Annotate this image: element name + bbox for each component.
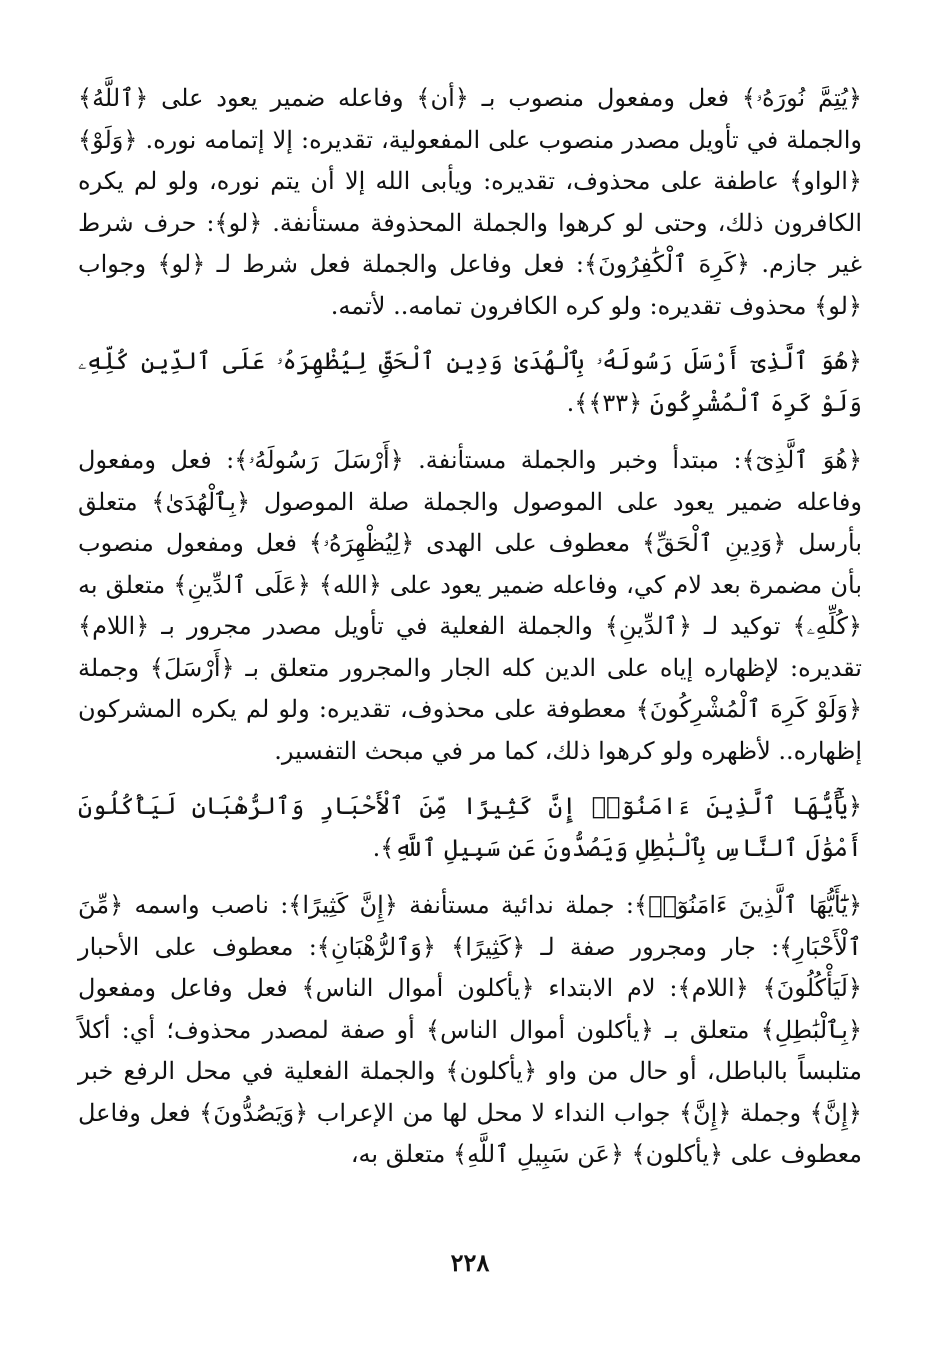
commentary-paragraph-3: ﴿يَٰٓأَيُّهَا ٱلَّذِينَ ءَامَنُوٓا۟﴾: جملة ندائية مستأنفة ﴿إِنَّ كَثِيرًا﴾: ناصب واسمه ﴿مِّنَ ٱلْأَحْبَارِ﴾: جار ومجرور صفة لـ ﴿كَثِيرًا﴾ ﴿وَٱلرُّهْبَانِ﴾: معطوف على الأحبار ﴿لَيَأْكُلُونَ﴾ ﴿اللام﴾: لام الابتداء ﴿يأكلون أموال الناس﴾ فعل وفاعل ومفعول ﴿بِٱلْبَٰطِلِ﴾ متعلق بـ ﴿يأكلون أموال الناس﴾ أو صفة لمصدر محذوف؛ أي: أكلاً متلبساً بالباطل، أو حال من واو ﴿يأكلون﴾ والجملة الفعلية في محل الرفع خبر ﴿إِنَّ﴾ وجملة ﴿إِنَّ﴾ جواب النداء لا محل لها من الإعراب ﴿وَيَصُدُّونَ﴾ فعل وفاعل معطوف على ﴿يأكلون﴾ ﴿عَن سَبِيلِ ٱللَّهِ﴾ متعلق به، xyxy=(78,891,862,1168)
commentary-paragraph-2: ﴿هُوَ ٱلَّذِىٓ﴾: مبتدأ وخبر والجملة مستأنفة. ﴿أَرْسَلَ رَسُولَهُۥ﴾: فعل ومفعول وفاعله ضمير يعود على الموصول والجملة صلة الموصول ﴿بِٱلْهُدَىٰ﴾ متعلق بأرسل ﴿وَدِينِ ٱلْحَقِّ﴾ معطوف على الهدى ﴿لِيُظْهِرَهُۥ﴾ فعل ومفعول منصوب بأن مضمرة بعد لام كي، وفاعله ضمير يعود على ﴿الله﴾ ﴿عَلَى ٱلدِّينِ﴾ متعلق به ﴿كُلِّهِۦ﴾ توكيد لـ ﴿ٱلدِّينِ﴾ والجملة الفعلية في تأويل مصدر مجرور بـ ﴿اللام﴾ تقديره: لإظهاره إياه على الدين كله الجار والمجرور متعلق بـ ﴿أَرْسَلَ﴾ وجملة ﴿وَلَوْ كَرِهَ ٱلْمُشْرِكُونَ﴾ معطوفة على محذوف، تقديره: ولو لم يكره المشركون إظهاره.. لأظهره ولو كرهوا ذلك، كما مر في مبحث التفسير. xyxy=(78,446,863,765)
commentary-paragraph-1: ﴿يُتِمَّ نُورَهُۥ﴾ فعل ومفعول منصوب بـ ﴿أن﴾ وفاعله ضمير يعود على ﴿ٱللَّهُ﴾ والجملة في تأويل مصدر منصوب على المفعولية، تقديره: إلا إتمامه نوره. ﴿وَلَوْ﴾ ﴿الواو﴾ عاطفة على محذوف، تقديره: ويأبى الله إلا أن يتم نوره، ولو لم يكره الكافرون ذلك، وحتى لو كرهوا والجملة المحذوفة مستأنفة. ﴿لو﴾: حرف شرط غير جازم. ﴿كَرِهَ ٱلْكَٰفِرُونَ﴾: فعل وفاعل والجملة فعل شرط لـ ﴿لو﴾ وجواب ﴿لو﴾ محذوف تقديره: ولو كره الكافرون تمامه.. لأتمه. xyxy=(78,84,862,320)
quran-verse-33: ﴿هُوَ ٱلَّذِىٓ أَرْسَلَ رَسُولَهُۥ بِٱلْهُدَىٰ وَدِينِ ٱلْحَقِّ لِيُظْهِرَهُۥ عَلَى ٱلدِّينِ كُلِّهِۦ وَلَوْ كَرِهَ ٱلْمُشْرِكُونَ ﴿٣٣﴾﴾. xyxy=(78,347,862,417)
quran-verse-34: ﴿يَٰٓأَيُّهَا ٱلَّذِينَ ءَامَنُوٓا۟ إِنَّ كَثِيرًا مِّنَ ٱلْأَحْبَارِ وَٱلرُّهْبَانِ لَيَأْكُلُونَ أَمْوَٰلَ ٱلنَّاسِ بِٱلْبَٰطِلِ وَيَصُدُّونَ عَن سَبِيلِ ٱللَّهِ﴾. xyxy=(78,792,862,862)
page-number: ٢٢٨ xyxy=(450,1248,490,1277)
